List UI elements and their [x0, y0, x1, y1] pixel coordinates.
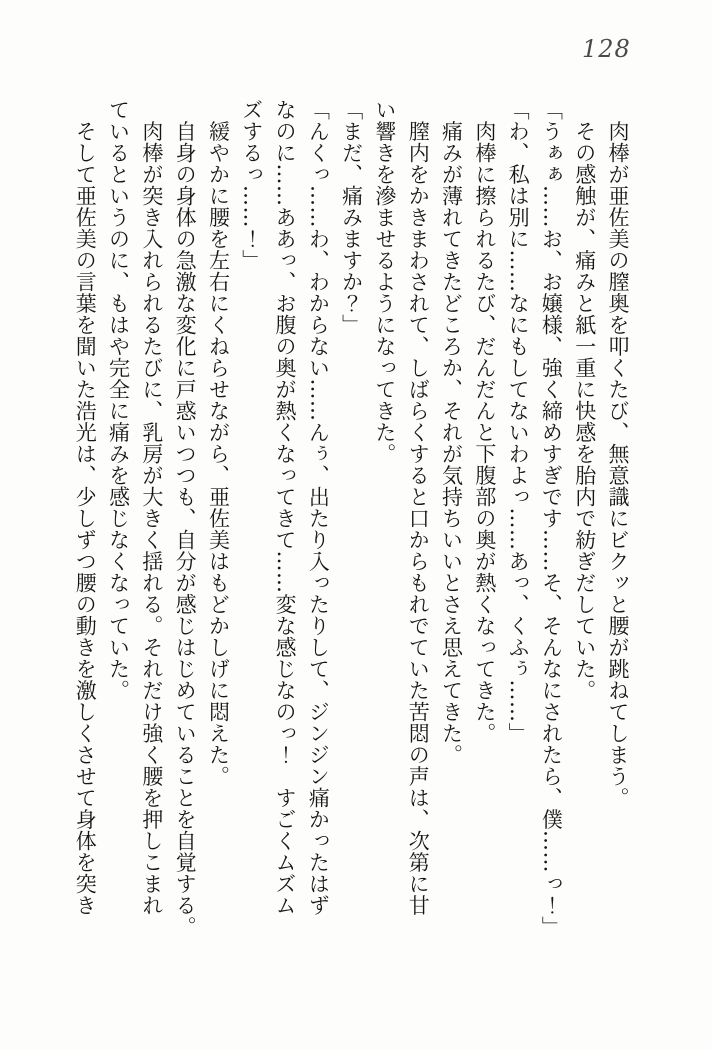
text-line: そして亜佐美の言葉を聞いた浩光は、少しずつ腰の動きを激しくさせて身体を突き [73, 99, 98, 916]
text-line: ズするっ……！」 [239, 99, 264, 271]
text-line: 緩やかに腰を左右にくねらせながら、亜佐美はもどかしげに悶えた。 [206, 99, 231, 787]
text-line: い響きを滲ませるようになってきた。 [372, 99, 397, 465]
text-line: 膣内をかきまわされて、しばらくすると口からもれでていた苦悶の声は、次第に甘 [406, 99, 431, 916]
page-number: 128 [582, 35, 631, 63]
text-line: 肉棒が亜佐美の膣奥を叩くたび、無意識にビクッと腰が跳ねてしまう。 [606, 99, 630, 809]
text-line: 「んくっ……わ、わからない……んぅ、出たり入ったりして、ジンジン痛かったはず [306, 99, 331, 916]
text-line: 「わ、私は別に……なにもしてないわよっ……あっ、くふぅ……」 [506, 99, 531, 744]
text-line: 痛みが薄れてきたどころか、それが気持ちいいとさえ思えてきた。 [439, 99, 464, 766]
text-line: ているというのに、もはや完全に痛みを感じなくなっていた。 [106, 99, 131, 701]
text-line: なのに……ああっ、お腹の奥が熱くなってきて……変な感じなのっ！ すごくムズム [273, 99, 298, 916]
text-line: 肉棒が突き入れられるたびに、乳房が大きく揺れる。それだけ強く腰を押しこまれ [139, 99, 164, 916]
text-line: 自身の身体の急激な変化に戸惑いつつも、自分が感じはじめていることを自覚する。 [173, 99, 198, 938]
vertical-text-block [68, 99, 634, 957]
text-line: 「まだ、痛みますか？」 [339, 99, 364, 336]
text-line: その感触が、痛みと紙一重に快感を胎内で紡ぎだしていた。 [572, 99, 597, 701]
text-line: 「うぁぁ……お、お嬢様、強く締めすぎです……そ、そんなにされたら、僕……っ！」 [539, 99, 564, 938]
text-line: 肉棒に擦られるたび、だんだんと下腹部の奥が熱くなってきた。 [472, 99, 497, 744]
